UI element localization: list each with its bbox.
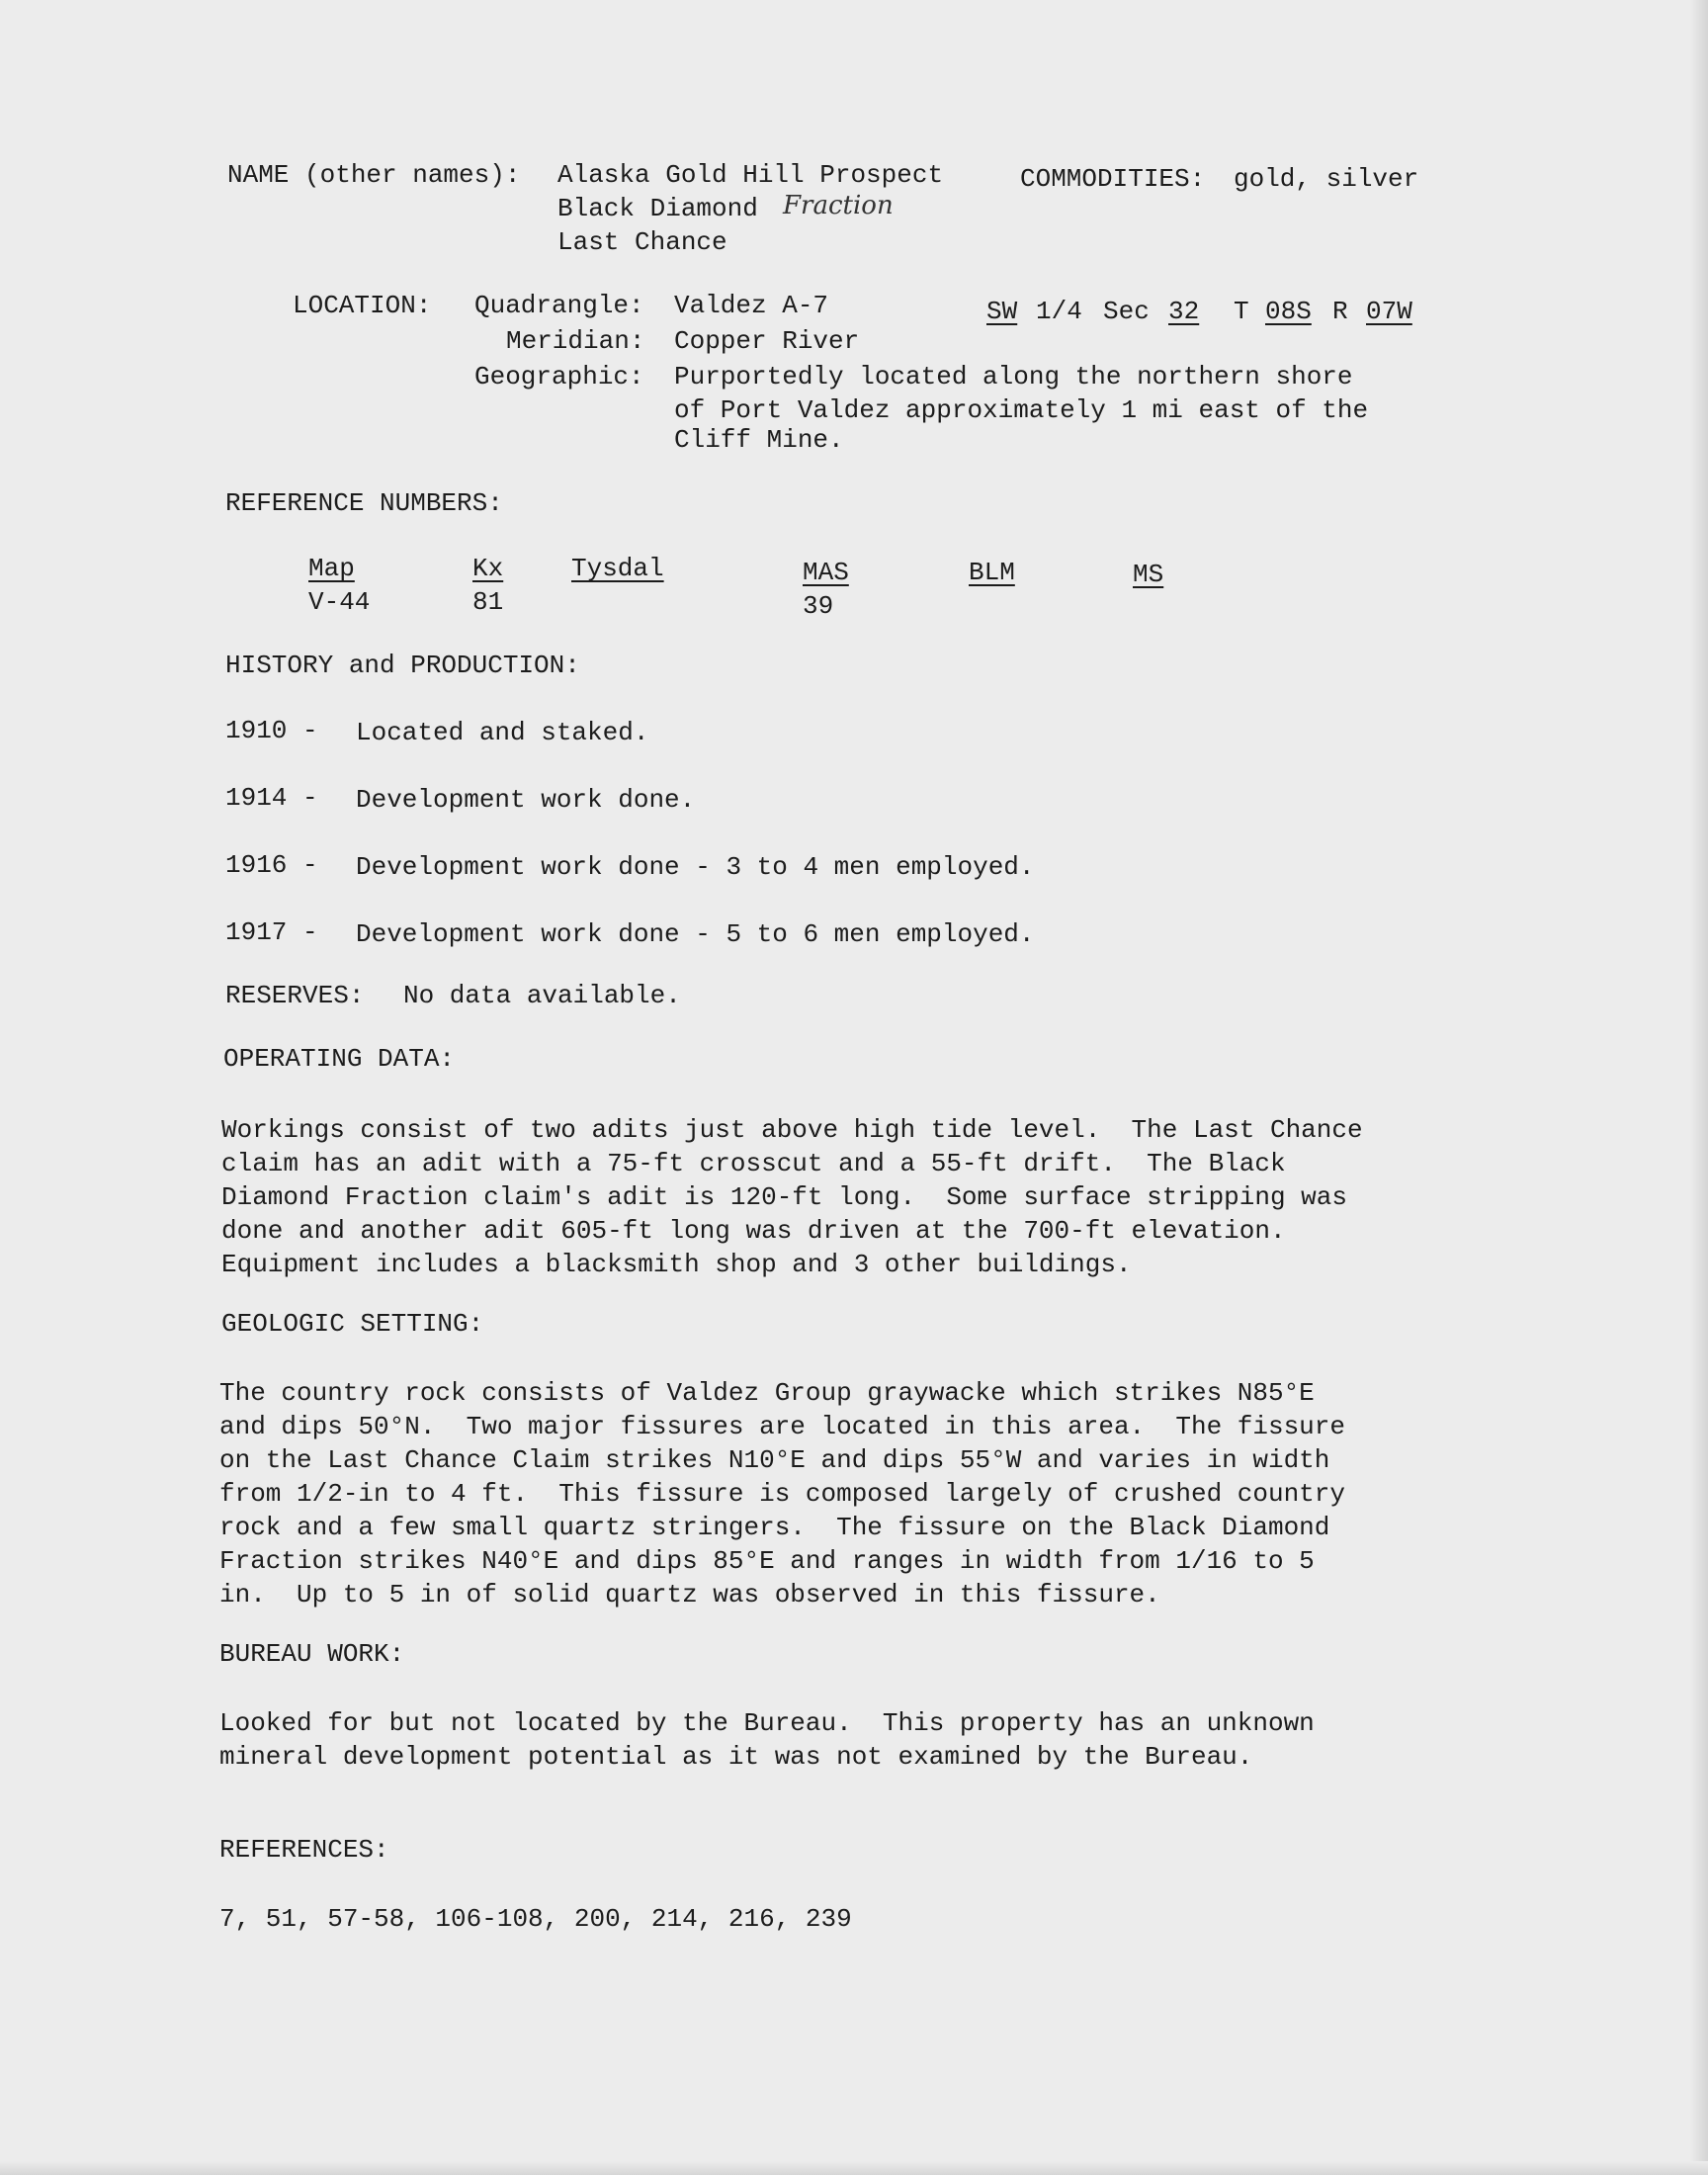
commodities-value: gold, silver xyxy=(1234,164,1419,194)
geographic-line-2: of Port Valdez approximately 1 mi east of the xyxy=(674,395,1369,425)
geologic-setting-paragraph xyxy=(219,1376,1504,1611)
commodities-label: COMMODITIES: xyxy=(1020,164,1206,194)
reserves-label: RESERVES: xyxy=(225,981,365,1010)
geologic-line: The country rock consists of Valdez Group graywacke which strikes N85°E xyxy=(219,1378,1315,1408)
operating-line: done and another adit 605-ft long was driven at the 700-ft elevation. xyxy=(221,1216,1286,1246)
bureau-line: mineral development potential as it was not examined by the Bureau. xyxy=(219,1742,1253,1772)
operating-line: Workings consist of two adits just above high tide level. The Last Chance xyxy=(221,1115,1363,1145)
section-quarter: SW xyxy=(986,297,1018,326)
geographic-label: Geographic: xyxy=(474,362,644,392)
history-label: HISTORY and PRODUCTION: xyxy=(225,651,580,680)
scan-edge-right xyxy=(1690,0,1708,2175)
history-year-1910: 1910 - xyxy=(225,716,318,745)
references-list: 7, 51, 57-58, 106-108, 200, 214, 216, 239 xyxy=(219,1904,852,1934)
name-label: NAME (other names): xyxy=(227,160,521,190)
history-text-1917: Development work done - 5 to 6 men employed. xyxy=(356,919,1035,949)
reference-numbers-label: REFERENCE NUMBERS: xyxy=(225,488,503,518)
operating-line: claim has an adit with a 75-ft crosscut and a 55-ft drift. The Black xyxy=(221,1149,1286,1178)
meridian-label: Meridian: xyxy=(506,326,645,356)
ref-col-value-mas: 39 xyxy=(803,591,834,621)
ref-col-header-kx: Kx xyxy=(472,554,504,583)
geologic-line: and dips 50°N. Two major fissures are located in this area. The fissure xyxy=(219,1412,1345,1441)
location-label: LOCATION: xyxy=(293,291,432,320)
operating-data-paragraph xyxy=(221,1113,1506,1281)
ref-col-header-blm: BLM xyxy=(969,558,1015,587)
name-other-2: Last Chance xyxy=(557,227,727,257)
history-year-1916: 1916 - xyxy=(225,850,318,880)
section-township: 08S xyxy=(1265,297,1312,326)
geographic-line-1: Purportedly located along the northern shore xyxy=(674,362,1353,392)
quadrangle-label: Quadrangle: xyxy=(474,291,644,320)
geologic-line: from 1/2-in to 4 ft. This fissure is composed largely of crushed country xyxy=(219,1479,1345,1509)
references-label: REFERENCES: xyxy=(219,1835,389,1865)
name-primary: Alaska Gold Hill Prospect xyxy=(557,160,944,190)
history-text-1916: Development work done - 3 to 4 men employed. xyxy=(356,852,1035,882)
geologic-setting-label: GEOLOGIC SETTING: xyxy=(221,1309,484,1339)
history-text-1914: Development work done. xyxy=(356,785,696,815)
bureau-work-label: BUREAU WORK: xyxy=(219,1639,405,1669)
operating-data-label: OPERATING DATA: xyxy=(223,1044,456,1074)
ref-col-value-map: V-44 xyxy=(308,587,371,617)
section-sec-number: 32 xyxy=(1168,297,1200,326)
reserves-text: No data available. xyxy=(403,981,681,1010)
section-sec-label: Sec xyxy=(1103,297,1150,326)
ref-col-value-kx: 81 xyxy=(472,587,504,617)
geologic-line: rock and a few small quartz stringers. The fissure on the Black Diamond xyxy=(219,1513,1330,1542)
handwritten-note: Fraction xyxy=(783,191,894,220)
operating-line: Diamond Fraction claim's adit is 120-ft long. Some surface stripping was xyxy=(221,1182,1347,1212)
bureau-work-paragraph xyxy=(219,1706,1504,1774)
scan-edge-bottom xyxy=(0,2161,1708,2175)
bureau-line: Looked for but not located by the Bureau. This property has an unknown xyxy=(219,1708,1315,1738)
section-fraction: 1/4 xyxy=(1036,297,1082,326)
history-year-1914: 1914 - xyxy=(225,783,318,813)
ref-col-header-tysdal: Tysdal xyxy=(571,554,664,583)
quadrangle-value: Valdez A-7 xyxy=(674,291,829,320)
geologic-line: on the Last Chance Claim strikes N10°E and dips 55°W and varies in width xyxy=(219,1445,1330,1475)
history-text-1910: Located and staked. xyxy=(356,718,649,747)
meridian-value: Copper River xyxy=(674,326,860,356)
history-year-1917: 1917 - xyxy=(225,917,318,947)
ref-col-header-mas: MAS xyxy=(803,558,849,587)
section-range: 07W xyxy=(1366,297,1412,326)
name-other-1: Black Diamond xyxy=(557,194,758,223)
geologic-line: Fraction strikes N40°E and dips 85°E and ranges in width from 1/16 to 5 xyxy=(219,1546,1315,1576)
section-township-label: T xyxy=(1234,297,1249,326)
geographic-line-3: Cliff Mine. xyxy=(674,425,844,455)
operating-line: Equipment includes a blacksmith shop and 3 other buildings. xyxy=(221,1250,1132,1279)
ref-col-header-ms: MS xyxy=(1133,560,1164,589)
geologic-line: in. Up to 5 in of solid quartz was observed in this fissure. xyxy=(219,1580,1160,1610)
ref-col-header-map: Map xyxy=(308,554,355,583)
section-range-label: R xyxy=(1332,297,1348,326)
